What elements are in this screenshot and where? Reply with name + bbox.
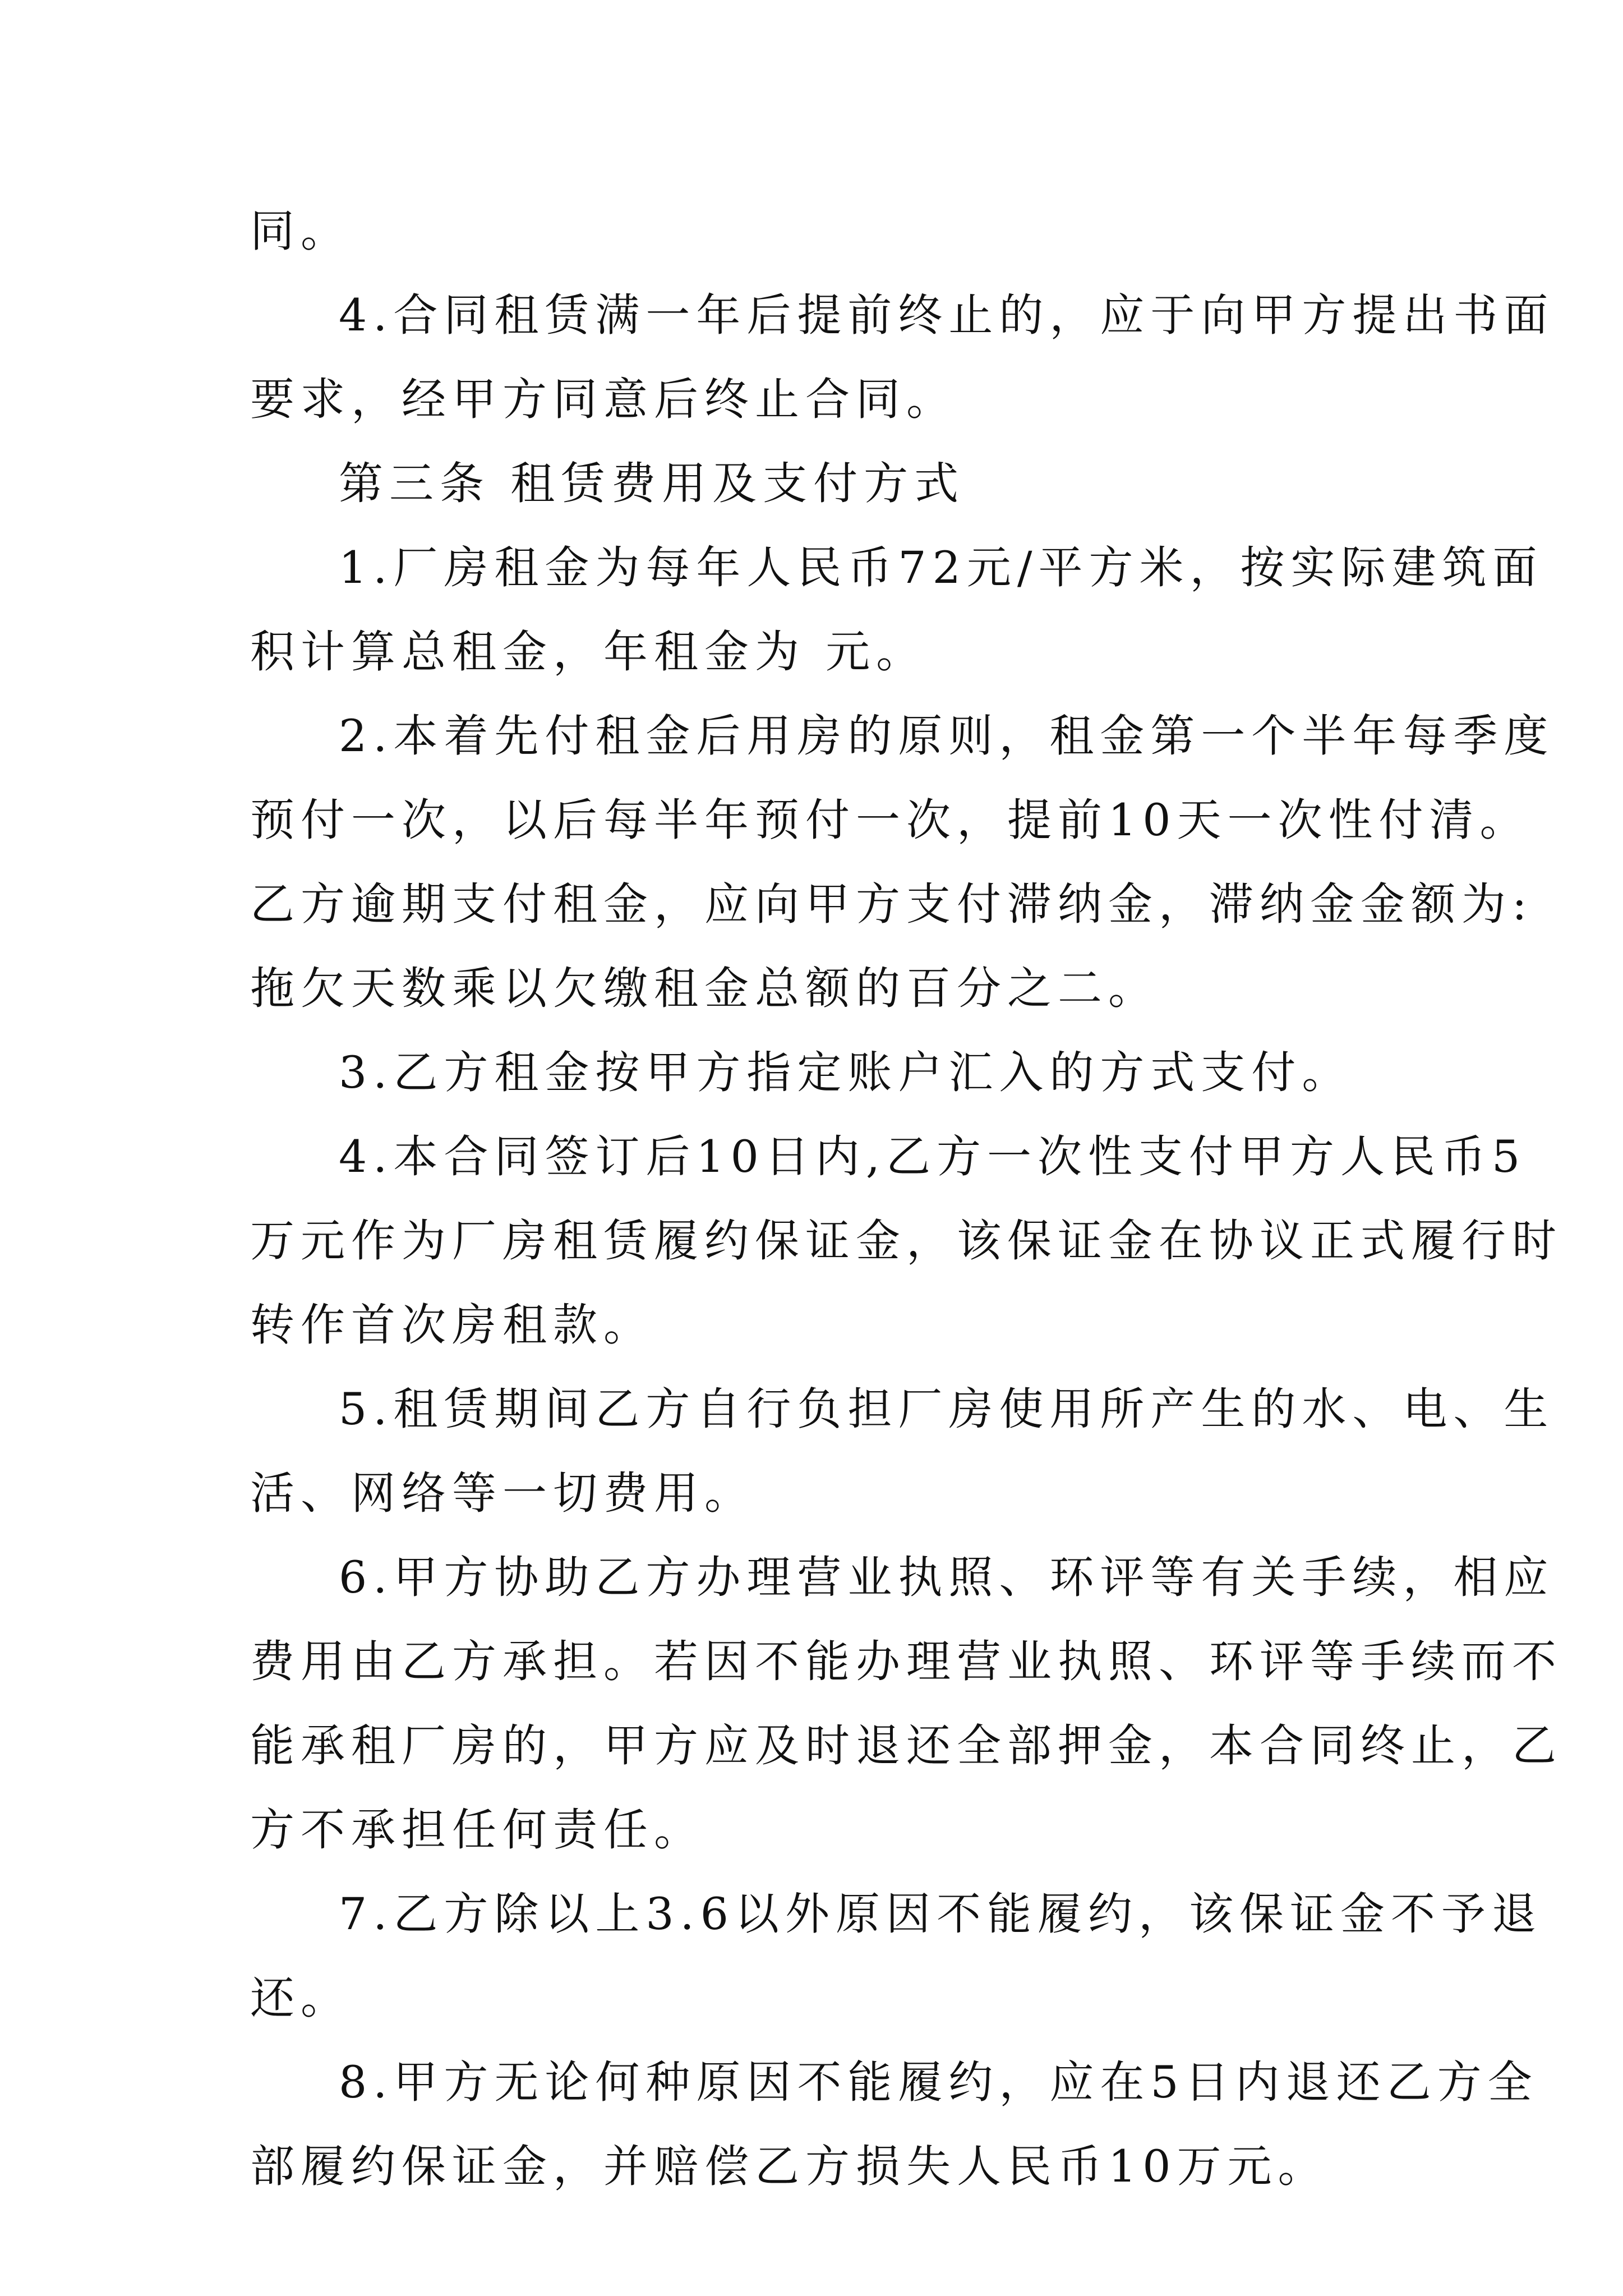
text-line: 方不承担任何责任。 <box>250 1804 704 1856</box>
text-line: 要求，经甲方同意后终止合同。 <box>250 374 957 425</box>
text-line: 费用由乙方承担。若因不能办理营业执照、环评等手续而不 <box>250 1636 1562 1687</box>
text-line: 部履约保证金，并赔偿乙方损失人民币10万元。 <box>250 2141 1329 2192</box>
text-line: 乙方逾期支付租金，应向甲方支付滞纳金，滞纳金金额为: <box>250 878 1533 930</box>
text-line: 活、网络等一切费用。 <box>250 1467 755 1519</box>
text-line: 5.租赁期间乙方自行负担厂房使用所产生的水、电、生 <box>339 1383 1555 1435</box>
text-line: 还。 <box>250 1972 351 2024</box>
text-line: 万元作为厂房租赁履约保证金，该保证金在协议正式履行时 <box>250 1215 1562 1267</box>
contract-text <box>250 189 1562 2208</box>
text-line: 2.本着先付租金后用房的原则，租金第一个半年每季度 <box>339 710 1555 762</box>
text-line: 4.合同租赁满一年后提前终止的，应于向甲方提出书面 <box>339 289 1555 341</box>
section-heading: 第三条 租赁费用及支付方式 <box>339 458 965 509</box>
text-line: 8.甲方无论何种原因不能履约，应在5日内退还乙方全 <box>339 2056 1538 2108</box>
text-line: 转作首次房租款。 <box>250 1299 654 1351</box>
text-line: 积计算总租金，年租金为 元。 <box>250 626 927 678</box>
text-line: 预付一次，以后每半年预付一次，提前10天一次性付清。 <box>250 794 1530 846</box>
text-line: 7.乙方除以上3.6以外原因不能履约，该保证金不予退 <box>339 1888 1543 1940</box>
text-line: 4.本合同签订后10日内,乙方一次性支付甲方人民币5 <box>339 1131 1527 1182</box>
text-line: 能承租厂房的，甲方应及时退还全部押金，本合同终止，乙 <box>250 1720 1562 1772</box>
text-line: 同。 <box>250 205 351 257</box>
text-line: 3.乙方租金按甲方指定账户汇入的方式支付。 <box>339 1047 1353 1098</box>
text-line: 1.厂房租金为每年人民币72元/平方米，按实际建筑面 <box>339 542 1543 593</box>
text-line: 6.甲方协助乙方办理营业执照、环评等有关手续，相应 <box>339 1552 1555 1603</box>
text-line: 拖欠天数乘以欠缴租金总额的百分之二。 <box>250 963 1159 1014</box>
